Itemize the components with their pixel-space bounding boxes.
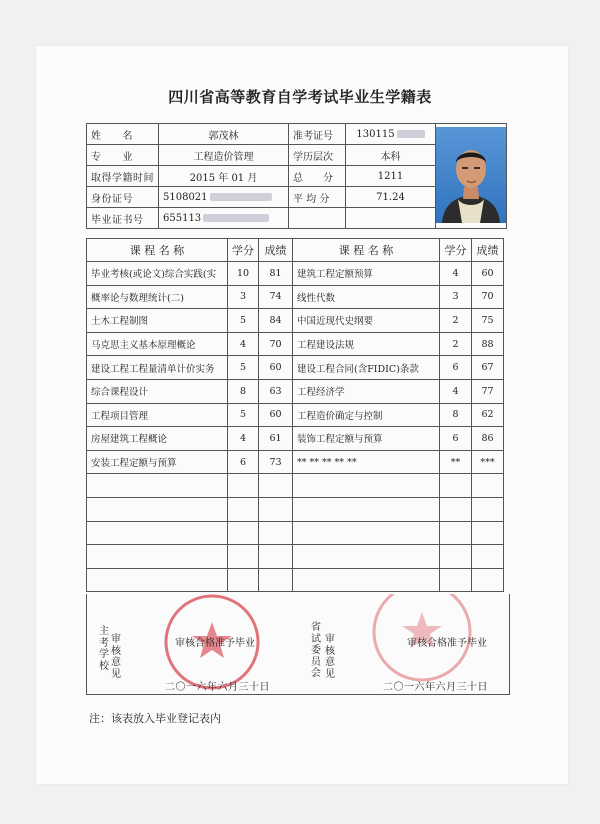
personal-info-table <box>86 123 507 229</box>
photo-cell <box>436 124 507 229</box>
grade-row <box>87 285 504 309</box>
redaction-blur <box>203 214 269 222</box>
course-header-left: 课 程 名 称 <box>87 239 228 262</box>
score: 86 <box>472 427 504 451</box>
redaction-blur <box>397 130 425 138</box>
score: *** <box>472 450 504 474</box>
score: 70 <box>472 285 504 309</box>
school-approve-text: 审核合格准予毕业 <box>175 638 255 649</box>
credit: 4 <box>228 427 259 451</box>
course-name: 工程经济学 <box>293 379 440 403</box>
id-label: 身份证号 <box>87 187 159 208</box>
credit: ** <box>440 450 472 474</box>
score-header-left: 成绩 <box>259 239 293 262</box>
score: 60 <box>259 403 293 427</box>
avg-value: 71.24 <box>346 187 436 208</box>
course-name: 中国近现代史纲要 <box>293 309 440 333</box>
name-value: 郭茂林 <box>159 124 289 145</box>
id-value: 5108021 <box>163 191 208 203</box>
grade-row <box>87 309 504 333</box>
major-value: 工程造价管理 <box>159 145 289 166</box>
credit-header-right: 学分 <box>440 239 472 262</box>
course-header-right: 课 程 名 称 <box>293 239 440 262</box>
credit: 8 <box>440 403 472 427</box>
major-label: 专 业 <box>87 145 159 166</box>
grades-table <box>86 238 504 592</box>
id-cell <box>159 187 289 208</box>
name-label: 姓 名 <box>87 124 159 145</box>
document-title: 四川省高等教育自学考试毕业生学籍表 <box>168 88 432 106</box>
course-name: 土木工程制图 <box>87 309 228 333</box>
cert-value: 655113 <box>163 212 202 224</box>
course-name: ** ** ** ** ** <box>293 450 440 474</box>
committee-approve-text: 审核合格准予毕业 <box>407 638 487 649</box>
course-name: 工程建设法规 <box>293 332 440 356</box>
school-review-label: 审核意见 <box>111 634 121 680</box>
course-name: 概率论与数理统计(二) <box>87 285 228 309</box>
grade-row <box>87 332 504 356</box>
credit: 3 <box>440 285 472 309</box>
total-label: 总 分 <box>289 166 346 187</box>
credit: 4 <box>228 332 259 356</box>
grade-row-empty <box>87 568 504 592</box>
level-label: 学历层次 <box>289 145 346 166</box>
credit: 4 <box>440 262 472 286</box>
score: 88 <box>472 332 504 356</box>
grade-row <box>87 403 504 427</box>
course-name: 建设工程工程量清单计价实务 <box>87 356 228 380</box>
course-name: 马克思主义基本原理概论 <box>87 332 228 356</box>
grade-row <box>87 379 504 403</box>
credit: 6 <box>228 450 259 474</box>
credit: 5 <box>228 403 259 427</box>
credit: 6 <box>440 427 472 451</box>
course-name: 工程项目管理 <box>87 403 228 427</box>
course-name: 线性代数 <box>293 285 440 309</box>
id-photo <box>436 127 506 223</box>
grade-row-empty <box>87 497 504 521</box>
grade-row <box>87 450 504 474</box>
footer-note: 注：该表放入毕业登记表内 <box>89 712 221 725</box>
committee-date: 二〇一六年六月三十日 <box>383 682 488 693</box>
total-value: 1211 <box>346 166 436 187</box>
score: 67 <box>472 356 504 380</box>
grade-row-empty <box>87 474 504 498</box>
credit: 8 <box>228 379 259 403</box>
cert-cell <box>159 208 289 229</box>
exam-no-cell <box>346 124 436 145</box>
grade-row <box>87 356 504 380</box>
credit-header-left: 学分 <box>228 239 259 262</box>
committee-review-label: 审核意见 <box>325 634 335 680</box>
credit: 5 <box>228 309 259 333</box>
grade-row-empty <box>87 521 504 545</box>
credit: 10 <box>228 262 259 286</box>
signature-section <box>86 594 510 695</box>
score: 63 <box>259 379 293 403</box>
credit: 3 <box>228 285 259 309</box>
course-name: 建筑工程定额预算 <box>293 262 440 286</box>
score: 70 <box>259 332 293 356</box>
grade-row-empty <box>87 545 504 569</box>
course-name: 装饰工程定额与预算 <box>293 427 440 451</box>
cert-label: 毕业证书号 <box>87 208 159 229</box>
committee-org-label: 省试委员会 <box>311 622 321 679</box>
credit: 5 <box>228 356 259 380</box>
score-header-right: 成绩 <box>472 239 504 262</box>
exam-no-value: 130115 <box>356 128 395 140</box>
empty-cell <box>346 208 436 229</box>
score: 61 <box>259 427 293 451</box>
credit: 4 <box>440 379 472 403</box>
level-value: 本科 <box>346 145 436 166</box>
score: 60 <box>472 262 504 286</box>
course-name: 工程造价确定与控制 <box>293 403 440 427</box>
empty-cell <box>289 208 346 229</box>
score: 60 <box>259 356 293 380</box>
credit: 6 <box>440 356 472 380</box>
course-name: 综合课程设计 <box>87 379 228 403</box>
avg-label: 平 均 分 <box>289 187 346 208</box>
enroll-label: 取得学籍时间 <box>87 166 159 187</box>
credit: 2 <box>440 332 472 356</box>
exam-no-label: 准考证号 <box>289 124 346 145</box>
score: 74 <box>259 285 293 309</box>
credit: 2 <box>440 309 472 333</box>
grade-row <box>87 262 504 286</box>
score: 75 <box>472 309 504 333</box>
score: 62 <box>472 403 504 427</box>
course-name: 毕业考核(或论文)综合实践(实 <box>87 262 228 286</box>
school-org-label: 主考学校 <box>99 626 109 672</box>
course-name: 房屋建筑工程概论 <box>87 427 228 451</box>
score: 84 <box>259 309 293 333</box>
score: 77 <box>472 379 504 403</box>
redaction-blur <box>210 193 272 201</box>
score: 81 <box>259 262 293 286</box>
course-name: 建设工程合同(含FIDIC)条款 <box>293 356 440 380</box>
grades-header-row <box>87 239 504 262</box>
score: 73 <box>259 450 293 474</box>
school-date: 二〇一六年六月三十日 <box>165 682 270 693</box>
enroll-value: 2015 年 01 月 <box>159 166 289 187</box>
course-name: 安装工程定额与预算 <box>87 450 228 474</box>
grade-row <box>87 427 504 451</box>
